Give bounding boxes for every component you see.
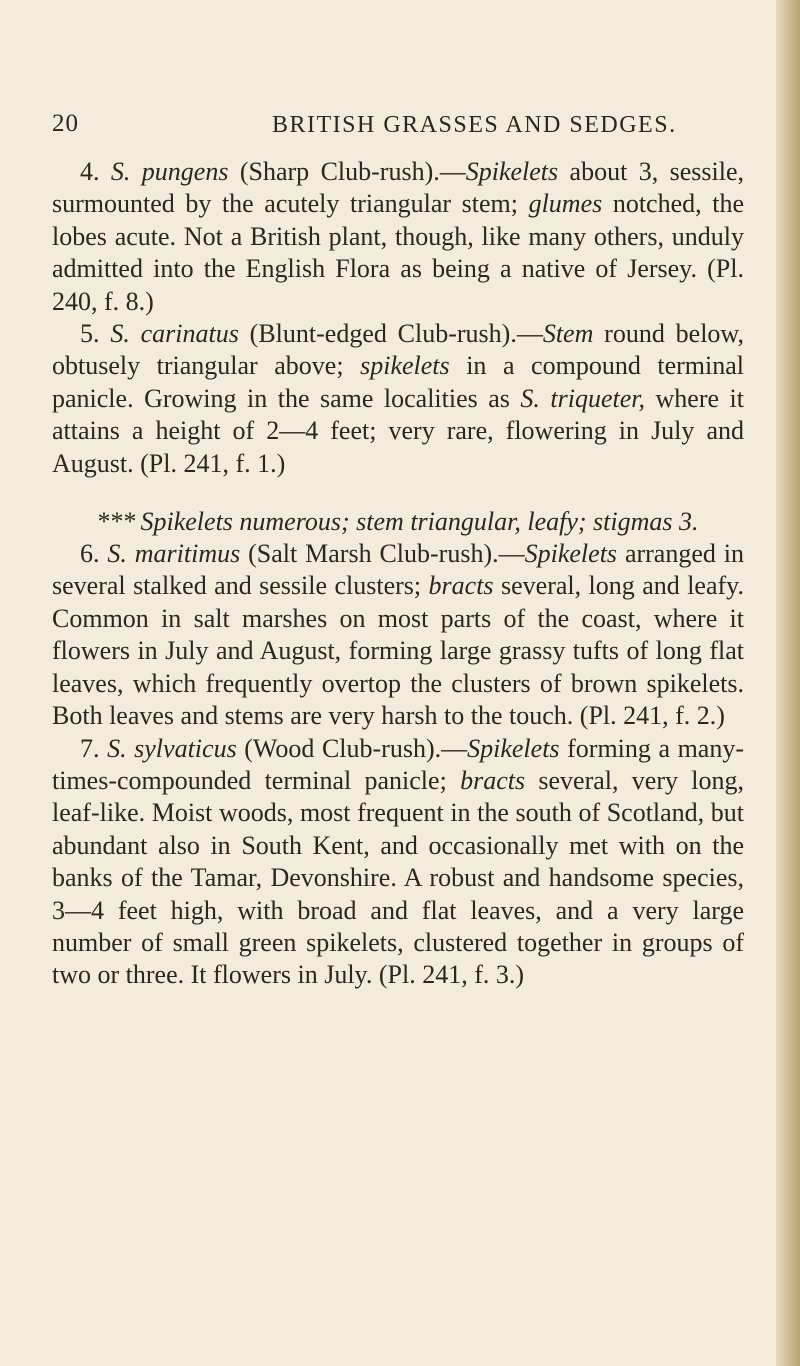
description-text: several, very long, leaf-like. Moist woods, most frequent in the south of Scotland, but abundant also in South Kent, and occasionally met with on the banks of the Tamar, Devonshire. A robust and handsome species, 3—4 feet high, with broad and flat leaves, and a very large number of small green spikelets, clustered together in groups of two or three. It flowers in July. (Pl. 241, f. 3.) xyxy=(52,765,745,990)
section-heading-text: Spikelets numerous; stem triangular, leafy; stigmas 3. xyxy=(140,507,699,537)
description-text: in a compound terminal panicle. Growing in the same localities as xyxy=(52,351,744,413)
common-name: (Blunt-edged Club-rush).— xyxy=(238,319,543,349)
description-text: forming a many-times-compounded terminal panicle; xyxy=(52,733,745,795)
species-entry-6 xyxy=(52,538,744,732)
species-entry-5 xyxy=(52,318,744,480)
common-name: (Salt Marsh Club-rush).— xyxy=(240,539,525,569)
term: S. triqueter, xyxy=(520,383,646,413)
common-name: (Sharp Club-rush).— xyxy=(228,157,466,186)
term: Spikelets xyxy=(467,733,560,763)
entry-number: 5. xyxy=(80,319,111,349)
term: Stem xyxy=(542,319,594,349)
entry-number: 6. xyxy=(80,539,108,569)
running-head: BRITISH GRASSES AND SEDGES. xyxy=(272,112,677,138)
book-page xyxy=(52,110,744,992)
term: spikelets xyxy=(360,351,450,381)
common-name: (Wood Club-rush).— xyxy=(236,733,468,763)
description-text: about 3, sessile, surmounted by the acutely triangular stem; xyxy=(52,157,744,219)
description-text: arranged in several stalked and sessile clusters; xyxy=(52,539,744,601)
description-text: round below, obtusely triangular above; xyxy=(52,319,745,381)
term: Spikelets xyxy=(465,157,559,186)
species-name: S. carinatus xyxy=(110,319,239,349)
section-stars: *** xyxy=(97,507,137,537)
species-name: S. sylvaticus xyxy=(107,733,237,763)
description-text: notched, the lobes acute. Not a British plant, though, like many others, unduly admitted into the English Flora as being a native of Jersey. (Pl. 240, f. 8.) xyxy=(52,189,744,316)
term: bracts xyxy=(460,765,526,795)
species-entry-4 xyxy=(52,156,744,318)
term: glumes xyxy=(528,189,603,219)
entry-number: 4. xyxy=(80,157,111,186)
species-entry-7 xyxy=(52,733,744,992)
term: Spikelets xyxy=(524,539,618,569)
species-name: S. pungens xyxy=(110,157,229,186)
term: bracts xyxy=(428,571,494,601)
description-text: several, long and leafy. Common in salt marshes on most parts of the coast, where it flowers in July and August, forming large grassy tufts of long flat leaves, which frequently overtop the clusters of brown spikelets. Both leaves and stems are very harsh to the touch. (Pl. 241, f. 2.) xyxy=(52,571,744,731)
description-text: where it attains a height of 2—4 feet; very rare, flowering in July and August. (Pl. 241, f. 1.) xyxy=(52,383,744,478)
section-heading xyxy=(52,506,744,538)
page-header xyxy=(52,110,744,150)
species-name: S. maritimus xyxy=(107,539,241,569)
page-number: 20 xyxy=(52,110,79,137)
entry-number: 7. xyxy=(80,733,108,763)
page-edge xyxy=(776,0,800,1366)
